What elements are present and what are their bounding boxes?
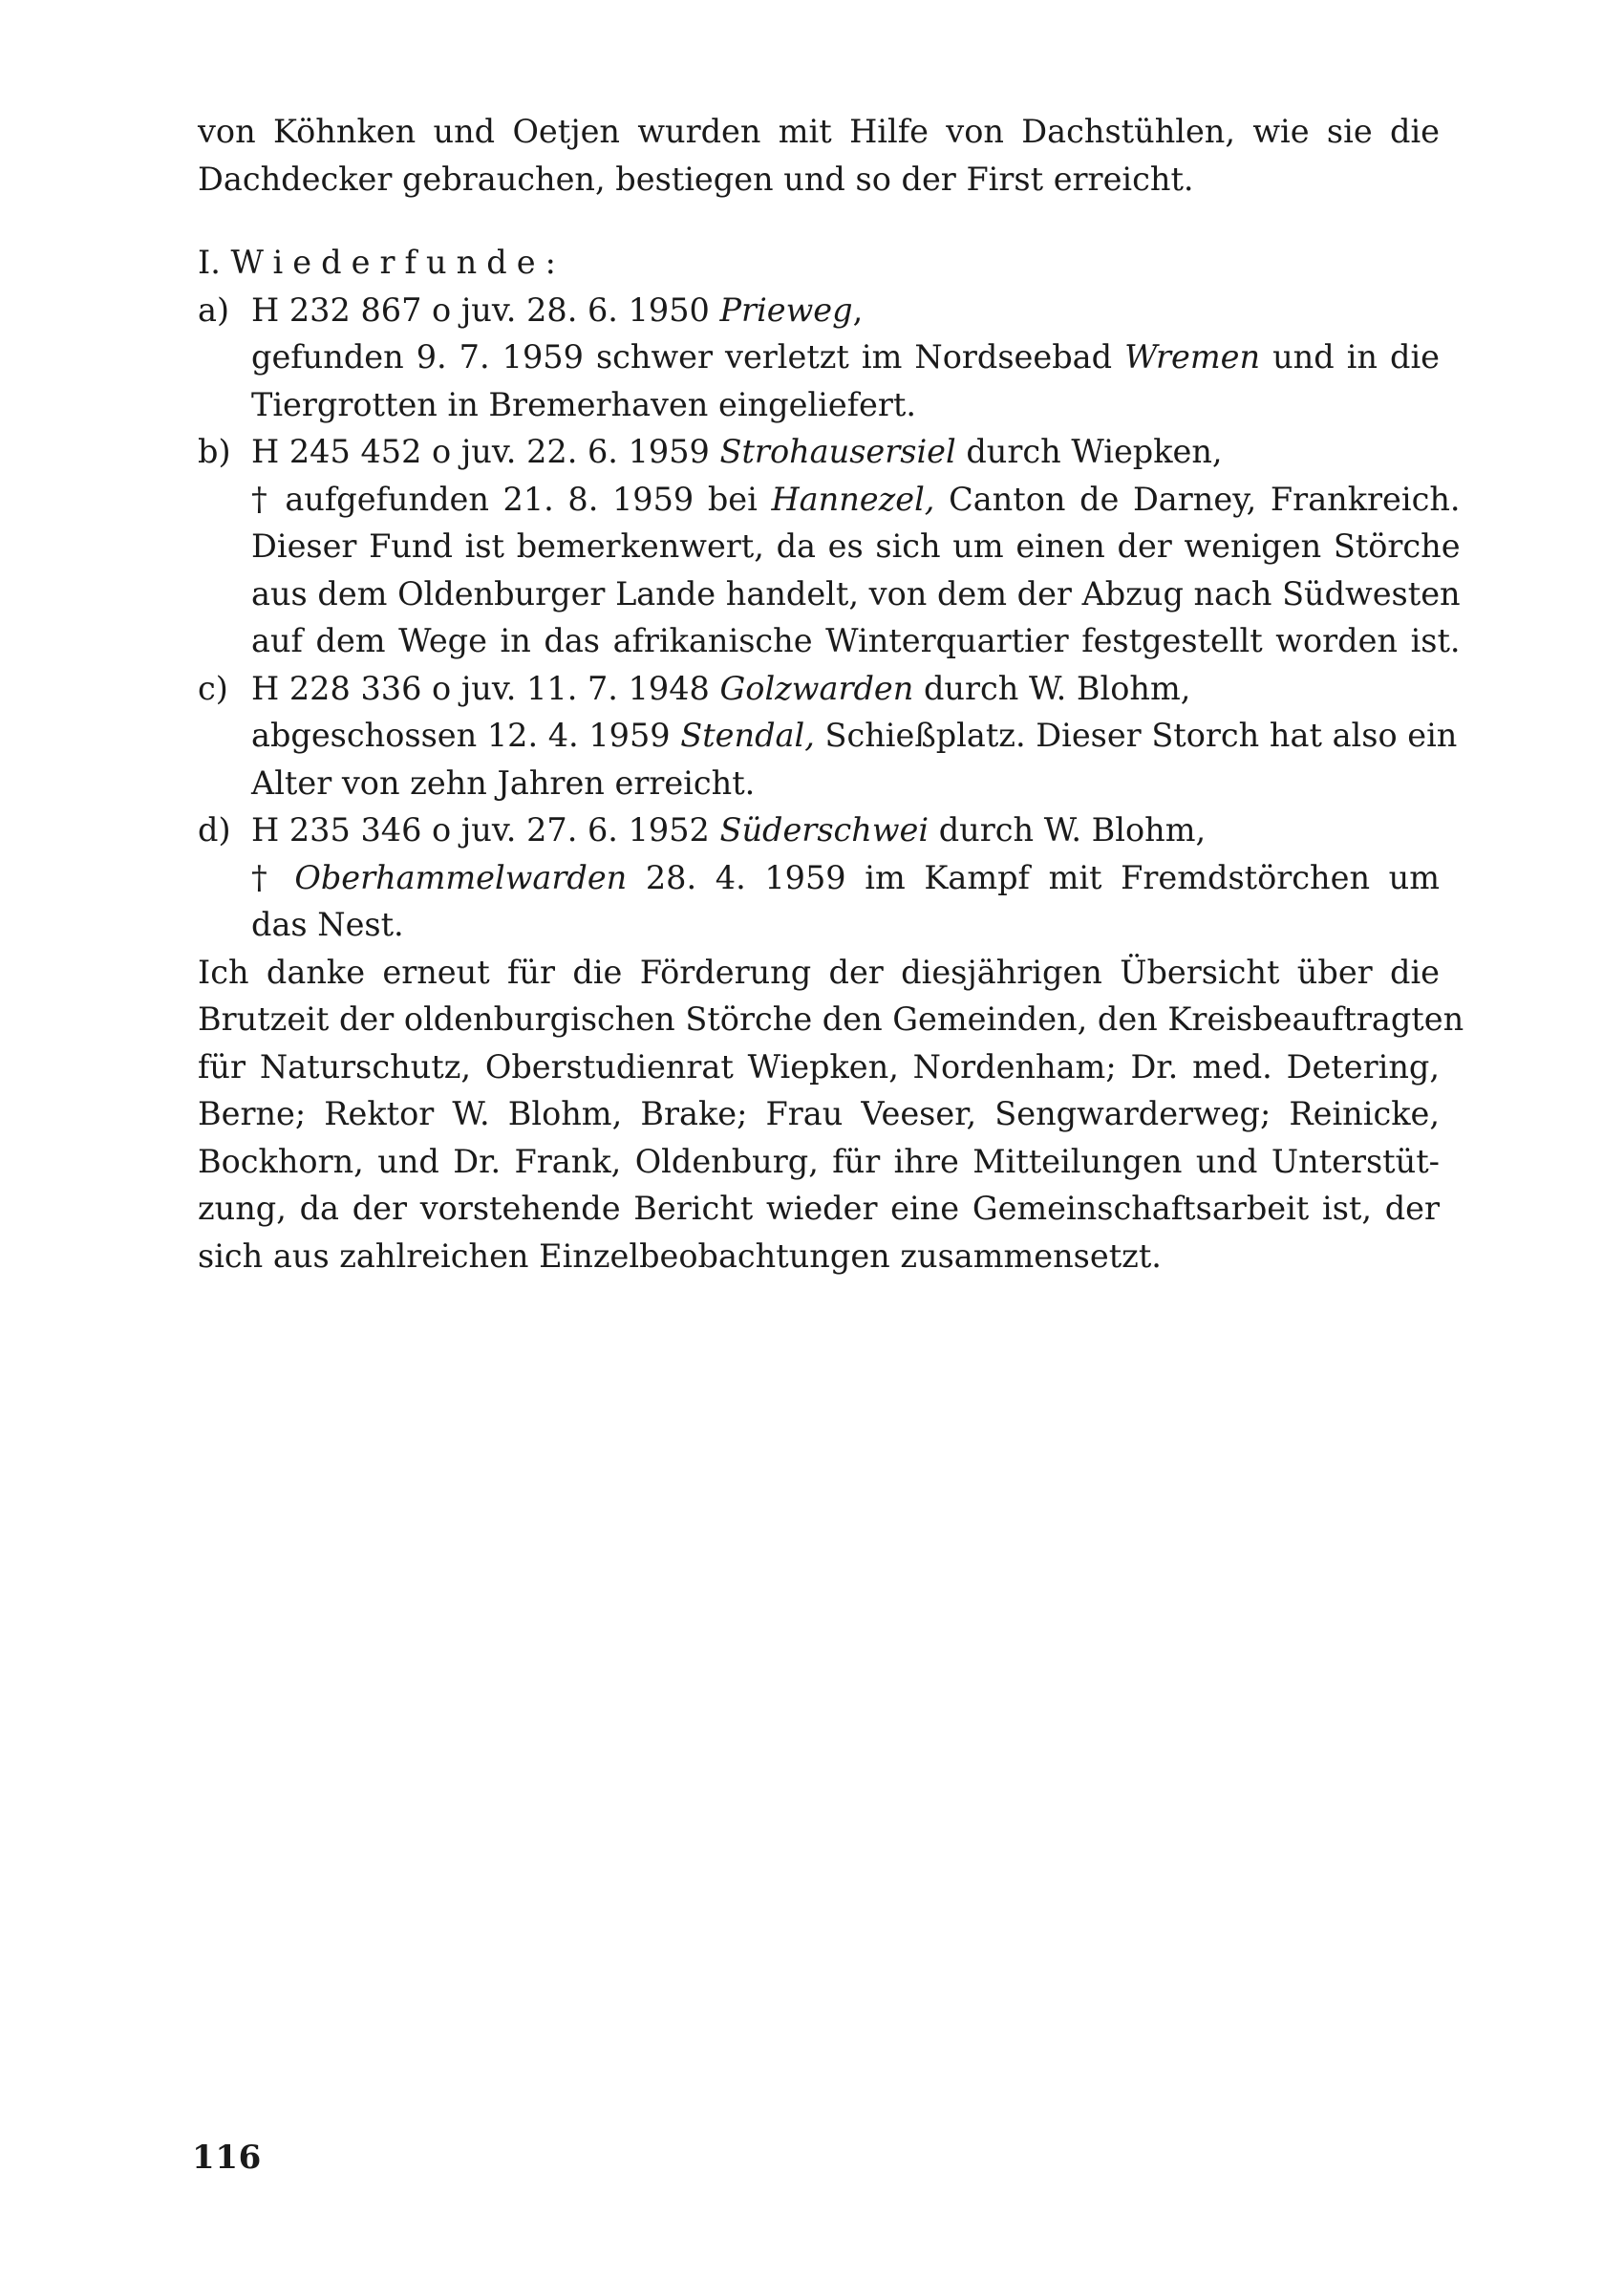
closing-line: Bockhorn, und Dr. Frank, Oldenburg, für ihre Mitteilungen und Unterstüt- xyxy=(198,1142,1440,1180)
recovery-entry-c xyxy=(198,665,1458,807)
recovery-text: und in die xyxy=(1260,338,1440,376)
ring-details: H 228 336 o juv. 11. 7. 1948 xyxy=(251,669,720,707)
entry-ring-line xyxy=(251,665,1457,713)
closing-line: sich aus zahlreichen Einzelbeobachtungen zusammensetzt. xyxy=(198,1236,1162,1275)
entry-ring-line xyxy=(251,428,1461,476)
entry-label: d) xyxy=(198,811,231,849)
entry-line: Tiergrotten in Bremerhaven eingeliefert. xyxy=(251,385,917,423)
ring-rest: durch W. Blohm, xyxy=(913,669,1191,707)
entry-line: das Nest. xyxy=(251,906,404,943)
recovery-text: † aufgefunden 21. 8. 1959 bei xyxy=(251,480,772,518)
ring-details: H 235 346 o juv. 27. 6. 1952 xyxy=(251,811,720,849)
closing-line: zung, da der vorstehende Bericht wieder eine Gemeinschaftsarbeit ist, der xyxy=(198,1190,1440,1227)
entry-line xyxy=(251,333,1440,381)
recovery-place: Stendal, xyxy=(680,717,815,754)
recovery-text: † xyxy=(251,858,295,896)
entry-ring-line xyxy=(251,287,1440,334)
ring-rest: , xyxy=(852,290,864,329)
ringing-place: Golzwarden xyxy=(719,669,914,707)
recovery-text: Schießplatz. Dieser Storch hat also ein xyxy=(814,717,1458,754)
closing-paragraph xyxy=(198,949,1464,1280)
closing-line: Brutzeit der oldenburgischen Störche den Gemeinden, den Kreisbeauftragten xyxy=(198,1000,1464,1038)
recovery-entry-d xyxy=(198,806,1440,949)
entry-line: auf dem Wege in das afrikanische Winterquartier festgestellt worden ist. xyxy=(251,622,1461,659)
closing-line: Ich danke erneut für die Förderung der diesjährigen Übersicht über die xyxy=(198,953,1440,991)
entry-line: Dieser Fund ist bemerkenwert, da es sich um einen der wenigen Störche xyxy=(251,527,1461,565)
recovery-entry-b xyxy=(198,428,1461,665)
ring-details: H 232 867 o juv. 28. 6. 1950 xyxy=(251,290,720,329)
recovery-text: 28. 4. 1959 im Kampf mit Fremdstörchen um xyxy=(627,858,1440,896)
closing-line: Berne; Rektor W. Blohm, Brake; Frau Veeser, Sengwarderweg; Reinicke, xyxy=(198,1095,1440,1132)
entry-line xyxy=(251,712,1457,760)
entry-line: Alter von zehn Jahren erreicht. xyxy=(251,763,756,802)
entry-line xyxy=(251,476,1461,524)
recovery-text: abgeschossen 12. 4. 1959 xyxy=(251,717,681,754)
recovery-text: gefunden 9. 7. 1959 schwer verletzt im Nordseebad xyxy=(251,338,1125,376)
section-numeral: I. xyxy=(198,244,221,281)
ring-details: H 245 452 o juv. 22. 6. 1959 xyxy=(251,433,720,470)
entry-line: aus dem Oldenburger Lande handelt, von dem der Abzug nach Südwesten xyxy=(251,574,1461,613)
recovery-place: Hannezel, xyxy=(771,480,935,518)
entry-label: c) xyxy=(198,669,228,707)
intro-paragraph xyxy=(198,108,1440,203)
intro-line: von Köhnken und Oetjen wurden mit Hilfe von Dachstühlen, wie sie die xyxy=(198,113,1440,150)
ringing-place: Süderschwei xyxy=(719,811,930,849)
page-number: 116 xyxy=(192,2139,263,2177)
closing-line: für Naturschutz, Oberstudienrat Wiepken, Nordenham; Dr. med. Detering, xyxy=(198,1047,1440,1086)
ringing-place: Prieweg xyxy=(719,290,853,329)
section-title: Wiederfunde: xyxy=(230,244,566,281)
recovery-text: Canton de Darney, Frankreich. xyxy=(934,480,1461,518)
section-heading xyxy=(198,239,1440,287)
ringing-place: Strohausersiel xyxy=(719,433,956,470)
recoveries-section xyxy=(198,239,1464,1279)
ring-rest: durch Wiepken, xyxy=(955,433,1223,470)
entry-line xyxy=(251,854,1440,902)
entry-ring-line xyxy=(251,806,1440,854)
recovery-place: Oberhammelwarden xyxy=(294,858,628,896)
ring-rest: durch W. Blohm, xyxy=(929,811,1207,849)
recovery-entry-a xyxy=(198,287,1440,429)
entry-label: b) xyxy=(198,433,231,470)
entry-label: a) xyxy=(198,290,230,329)
recovery-place: Wremen xyxy=(1124,338,1261,376)
intro-line: Dachdecker gebrauchen, bestiegen und so der First erreicht. xyxy=(198,160,1194,198)
